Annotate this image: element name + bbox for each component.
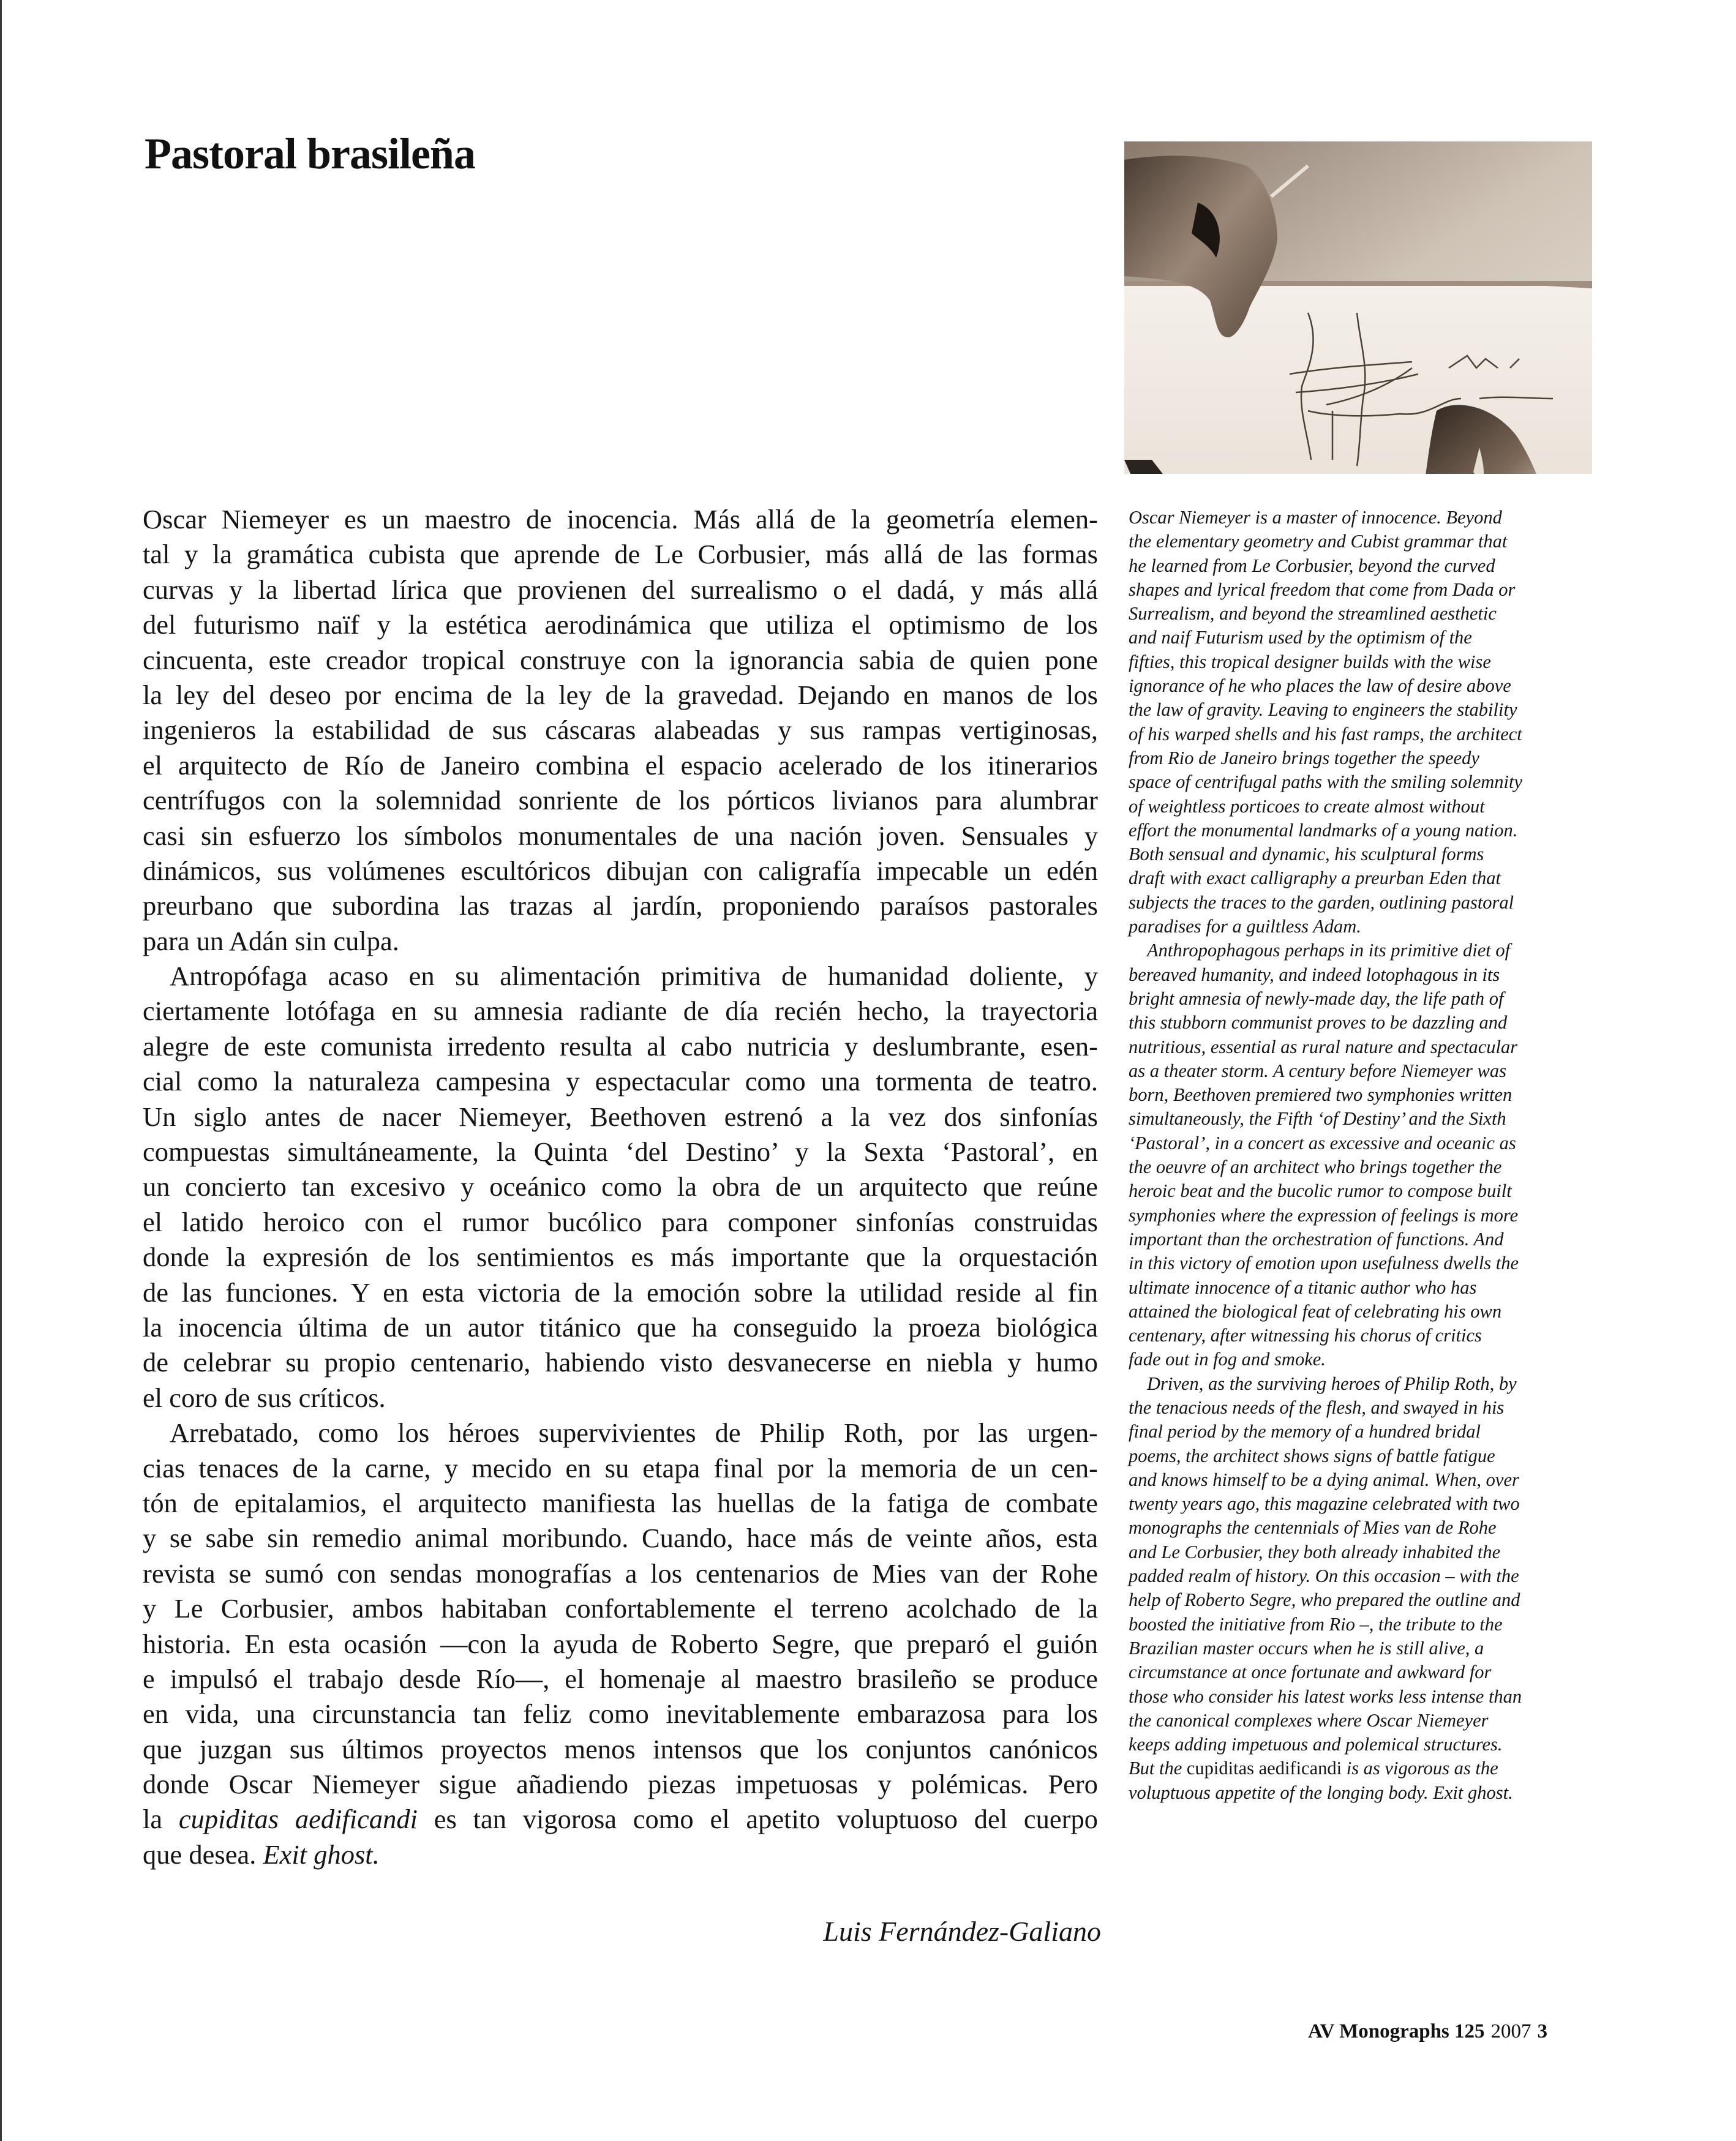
translation-line: of his warped shells and his fast ramps, the architect bbox=[1129, 723, 1522, 744]
translation-line: ultimate innocence of a titanic author who has bbox=[1129, 1277, 1477, 1298]
paragraph-line: donde la expresión de los sentimientos es más importante que la orquestación bbox=[143, 1242, 1098, 1273]
translation-line: Oscar Niemeyer is a master of innocence. Beyond bbox=[1129, 507, 1502, 528]
translation-line: important than the orchestration of functions. And bbox=[1129, 1228, 1504, 1250]
translation-line: the tenacious needs of the flesh, and swayed in his bbox=[1129, 1397, 1505, 1418]
paragraph-line: la ley del deseo por encima de la ley de la gravedad. Dejando en manos de los bbox=[143, 679, 1098, 710]
paragraph-line: tón de epitalamios, el arquitecto manifiesta las huellas de la fatiga de combate bbox=[143, 1487, 1098, 1518]
paragraph-line: y Le Corbusier, ambos habitaban confortablemente el terreno acolchado de la bbox=[143, 1593, 1098, 1624]
paragraph-line: Antropófaga acaso en su alimentación primitiva de humanidad doliente, y bbox=[170, 961, 1098, 992]
text-run: But the bbox=[1129, 1758, 1187, 1779]
paragraph-line: dinámicos, sus volúmenes escultóricos dibujan con caligrafía impecable un edén bbox=[143, 855, 1098, 886]
paragraph-line: donde Oscar Niemeyer sigue añadiendo piezas impetuosas y polémicas. Pero bbox=[143, 1769, 1098, 1800]
translation-line: space of centrifugal paths with the smiling solemnity bbox=[1129, 771, 1522, 793]
translation-line: shapes and lyrical freedom that come from Dada or bbox=[1129, 579, 1516, 600]
translation-line: help of Roberto Segre, who prepared the outline and bbox=[1129, 1589, 1520, 1611]
translation-line: symphonies where the expression of feelings is more bbox=[1129, 1204, 1519, 1226]
translation-line: fade out in fog and smoke. bbox=[1129, 1349, 1326, 1370]
paragraph-line: centrífugos con la solemnidad sonriente de los pórticos livianos para alumbrar bbox=[143, 785, 1098, 816]
translation-line: Surrealism, and beyond the streamlined aesthetic bbox=[1129, 603, 1497, 624]
paragraph-line: el arquitecto de Río de Janeiro combina el espacio acelerado de los itinerarios bbox=[143, 749, 1098, 781]
author-signature: Luis Fernández-Galiano bbox=[823, 1916, 1101, 1947]
translation-line: ‘Pastoral’, in a concert as excessive and oceanic as bbox=[1129, 1132, 1516, 1153]
text-run: que desea. bbox=[143, 1839, 263, 1870]
translation-line: attained the biological feat of celebrating his own bbox=[1129, 1300, 1502, 1322]
translation-line: heroic beat and the bucolic rumor to compose built bbox=[1129, 1180, 1512, 1202]
paragraph-line: del futurismo naïf y la estética aerodinámica que utiliza el optimismo de los bbox=[143, 609, 1098, 640]
translation-line: of weightless porticoes to create almost without bbox=[1129, 795, 1485, 817]
translation-line: the law of gravity. Leaving to engineers the stability bbox=[1129, 699, 1517, 721]
translation-line: draft with exact calligraphy a preurban Eden that bbox=[1129, 868, 1501, 889]
paragraph-line: un concierto tan excesivo y oceánico como la obra de un arquitecto que reúne bbox=[143, 1171, 1098, 1202]
translation-line: Driven, as the surviving heroes of Philip Roth, by bbox=[1147, 1373, 1517, 1394]
italic-phrase: cupiditas aedificandi bbox=[178, 1804, 418, 1835]
translation-line: circumstance at once fortunate and awkward for bbox=[1129, 1662, 1492, 1683]
translation-line: final period by the memory of a hundred bridal bbox=[1129, 1421, 1481, 1442]
paragraph-line: revista se sumó con sendas monografías a los centenarios de Mies van der Rohe bbox=[143, 1558, 1098, 1589]
translation-line: monographs the centennials of Mies van de Rohe bbox=[1129, 1517, 1497, 1539]
translation-line: centenary, after witnessing his chorus of critics bbox=[1129, 1325, 1482, 1346]
paragraph-line: Oscar Niemeyer es un maestro de inocencia. Más allá de la geometría elemen- bbox=[143, 504, 1098, 534]
translation-line: nutritious, essential as rural nature and spectacular bbox=[1129, 1036, 1518, 1057]
translation-line: simultaneously, the Fifth ‘of Destiny’ and the Sixth bbox=[1129, 1108, 1506, 1130]
translation-line: those who consider his latest works less intense than bbox=[1129, 1685, 1522, 1707]
paragraph-line: alegre de este comunista irredento resulta al cabo nutricia y deslumbrante, esen- bbox=[143, 1030, 1098, 1062]
article-title: Pastoral brasileña bbox=[145, 129, 475, 178]
paragraph-line bbox=[143, 1802, 1098, 1837]
paragraph-line: el latido heroico con el rumor bucólico para componer sinfonías construidas bbox=[143, 1206, 1098, 1237]
translation-line: paradises for a guiltless Adam. bbox=[1129, 916, 1361, 937]
roman-phrase: cupiditas aedificandi bbox=[1186, 1758, 1342, 1779]
translation-line: poems, the architect shows signs of battle fatigue bbox=[1129, 1445, 1495, 1466]
paragraph-line: para un Adán sin culpa. bbox=[143, 925, 399, 956]
translation-line bbox=[1129, 1757, 1594, 1780]
paragraph-line: casi sin esfuerzo los símbolos monumentales de una nación joven. Sensuales y bbox=[143, 820, 1098, 851]
italic-phrase: Exit ghost. bbox=[263, 1839, 380, 1870]
paragraph-line: Un siglo antes de nacer Niemeyer, Beethoven estrenó a la vez dos sinfonías bbox=[143, 1101, 1098, 1132]
page-footer bbox=[1308, 2020, 1554, 2043]
translation-line: born, Beethoven premiered two symphonies written bbox=[1129, 1084, 1512, 1106]
translation-line: the oeuvre of an architect who brings together the bbox=[1129, 1157, 1502, 1178]
paragraph-line: en vida, una circunstancia tan feliz como inevitablemente embarazosa para los bbox=[143, 1698, 1098, 1730]
paragraph-line: el coro de sus críticos. bbox=[143, 1382, 386, 1413]
paragraph-line: tal y la gramática cubista que aprende de Le Corbusier, más allá de las formas bbox=[143, 539, 1098, 570]
photo-hands-sketching-icon bbox=[1124, 141, 1592, 474]
translation-line: voluptuous appetite of the longing body. Exit ghost. bbox=[1129, 1782, 1513, 1803]
paragraph-line: de las funciones. Y en esta victoria de la emoción sobre la utilidad reside al fin bbox=[143, 1277, 1098, 1308]
translation-line: Brazilian master occurs when he is still alive, a bbox=[1129, 1637, 1484, 1659]
translation-line: from Rio de Janeiro brings together the speedy bbox=[1129, 747, 1479, 768]
paragraph-line: cias tenaces de la carne, y mecido en su etapa final por la memoria de un cen- bbox=[143, 1452, 1098, 1483]
page-edge-border bbox=[0, 0, 2, 2141]
paragraph-line: que juzgan sus últimos proyectos menos intensos que los conjuntos canónicos bbox=[143, 1733, 1098, 1764]
translation-line: twenty years ago, this magazine celebrated with two bbox=[1129, 1493, 1520, 1515]
paragraph-line: preurbano que subordina las trazas al jardín, proponiendo paraísos pastorales bbox=[143, 890, 1098, 921]
translation-line: and naif Futurism used by the optimism of the bbox=[1129, 627, 1472, 648]
paragraph-line: ciertamente lotófaga en su amnesia radiante de día recién hecho, la trayectoria bbox=[143, 996, 1098, 1027]
translation-line: and knows himself to be a dying animal. When, over bbox=[1129, 1469, 1519, 1490]
paragraph-line bbox=[143, 1837, 1098, 1872]
translation-line: keeps adding impetuous and polemical structures. bbox=[1129, 1734, 1503, 1755]
translation-line: as a theater storm. A century before Niemeyer was bbox=[1129, 1060, 1506, 1081]
paragraph-line: historia. En esta ocasión —con la ayuda de Roberto Segre, que preparó el guión bbox=[143, 1628, 1098, 1659]
translation-line: in this victory of emotion upon usefulness dwells the bbox=[1129, 1253, 1519, 1274]
translation-line: bereaved humanity, and indeed lotophagous in its bbox=[1129, 964, 1500, 985]
publication-year: 2007 bbox=[1490, 2020, 1531, 2042]
paragraph-line: cincuenta, este creador tropical construye con la ignorancia sabia de quien pone bbox=[143, 644, 1098, 675]
translation-line: this stubborn communist proves to be dazzling and bbox=[1129, 1012, 1508, 1033]
article-photo bbox=[1124, 141, 1592, 474]
paragraph-line: ingenieros la estabilidad de sus cáscaras alabeadas y sus rampas vertiginosas, bbox=[143, 714, 1098, 746]
paragraph-line: de celebrar su propio centenario, habiendo visto desvanecerse en niebla y humo bbox=[143, 1347, 1098, 1378]
paragraph-line: e impulsó el trabajo desde Río—, el homenaje al maestro brasileño se produce bbox=[143, 1663, 1098, 1694]
translation-line: ignorance of he who places the law of desire above bbox=[1129, 675, 1511, 697]
paragraph-line: compuestas simultáneamente, la Quinta ‘del Destino’ y la Sexta ‘Pastoral’, en bbox=[143, 1136, 1098, 1168]
text-run: es tan vigorosa como el apetito voluptuoso del cuerpo bbox=[418, 1804, 1098, 1835]
paragraph-line: la inocencia última de un autor titánico que ha conseguido la proeza biológica bbox=[143, 1311, 1098, 1343]
page-number: 3 bbox=[1537, 2020, 1548, 2042]
translation-line: Anthropophagous perhaps in its primitive diet of bbox=[1147, 940, 1511, 961]
text-run: la bbox=[143, 1804, 179, 1835]
translation-line: bright amnesia of newly-made day, the life path of bbox=[1129, 988, 1504, 1009]
translation-line: boosted the initiative from Rio –, the tribute to the bbox=[1129, 1613, 1503, 1635]
translation-line: the canonical complexes where Oscar Niemeyer bbox=[1129, 1709, 1489, 1731]
translation-line: padded realm of history. On this occasion – with the bbox=[1129, 1565, 1519, 1587]
translation-line: fifties, this tropical designer builds with the wise bbox=[1129, 651, 1491, 672]
paragraph-line: cial como la naturaleza campesina y espectacular como una tormenta de teatro. bbox=[143, 1066, 1098, 1097]
paragraph-line: Arrebatado, como los héroes supervivientes de Philip Roth, por las urgen- bbox=[170, 1417, 1098, 1449]
translation-line: and Le Corbusier, they both already inhabited the bbox=[1129, 1541, 1501, 1562]
paragraph-line: y se sabe sin remedio animal moribundo. Cuando, hace más de veinte años, esta bbox=[143, 1523, 1098, 1554]
text-run: is as vigorous as the bbox=[1342, 1758, 1498, 1779]
translation-line: he learned from Le Corbusier, beyond the curved bbox=[1129, 555, 1495, 576]
spanish-body-text bbox=[143, 502, 1098, 1872]
english-translation-text bbox=[1129, 506, 1594, 1805]
translation-line: subjects the traces to the garden, outlining pastoral bbox=[1129, 891, 1514, 913]
paragraph-line: curvas y la libertad lírica que provienen del surrealismo o el dadá, y más allá bbox=[143, 574, 1098, 605]
translation-line: the elementary geometry and Cubist grammar that bbox=[1129, 531, 1508, 552]
publication-name: AV Monographs 125 bbox=[1308, 2020, 1485, 2042]
translation-line: effort the monumental landmarks of a young nation. bbox=[1129, 819, 1518, 841]
translation-line: Both sensual and dynamic, his sculptural forms bbox=[1129, 844, 1484, 865]
